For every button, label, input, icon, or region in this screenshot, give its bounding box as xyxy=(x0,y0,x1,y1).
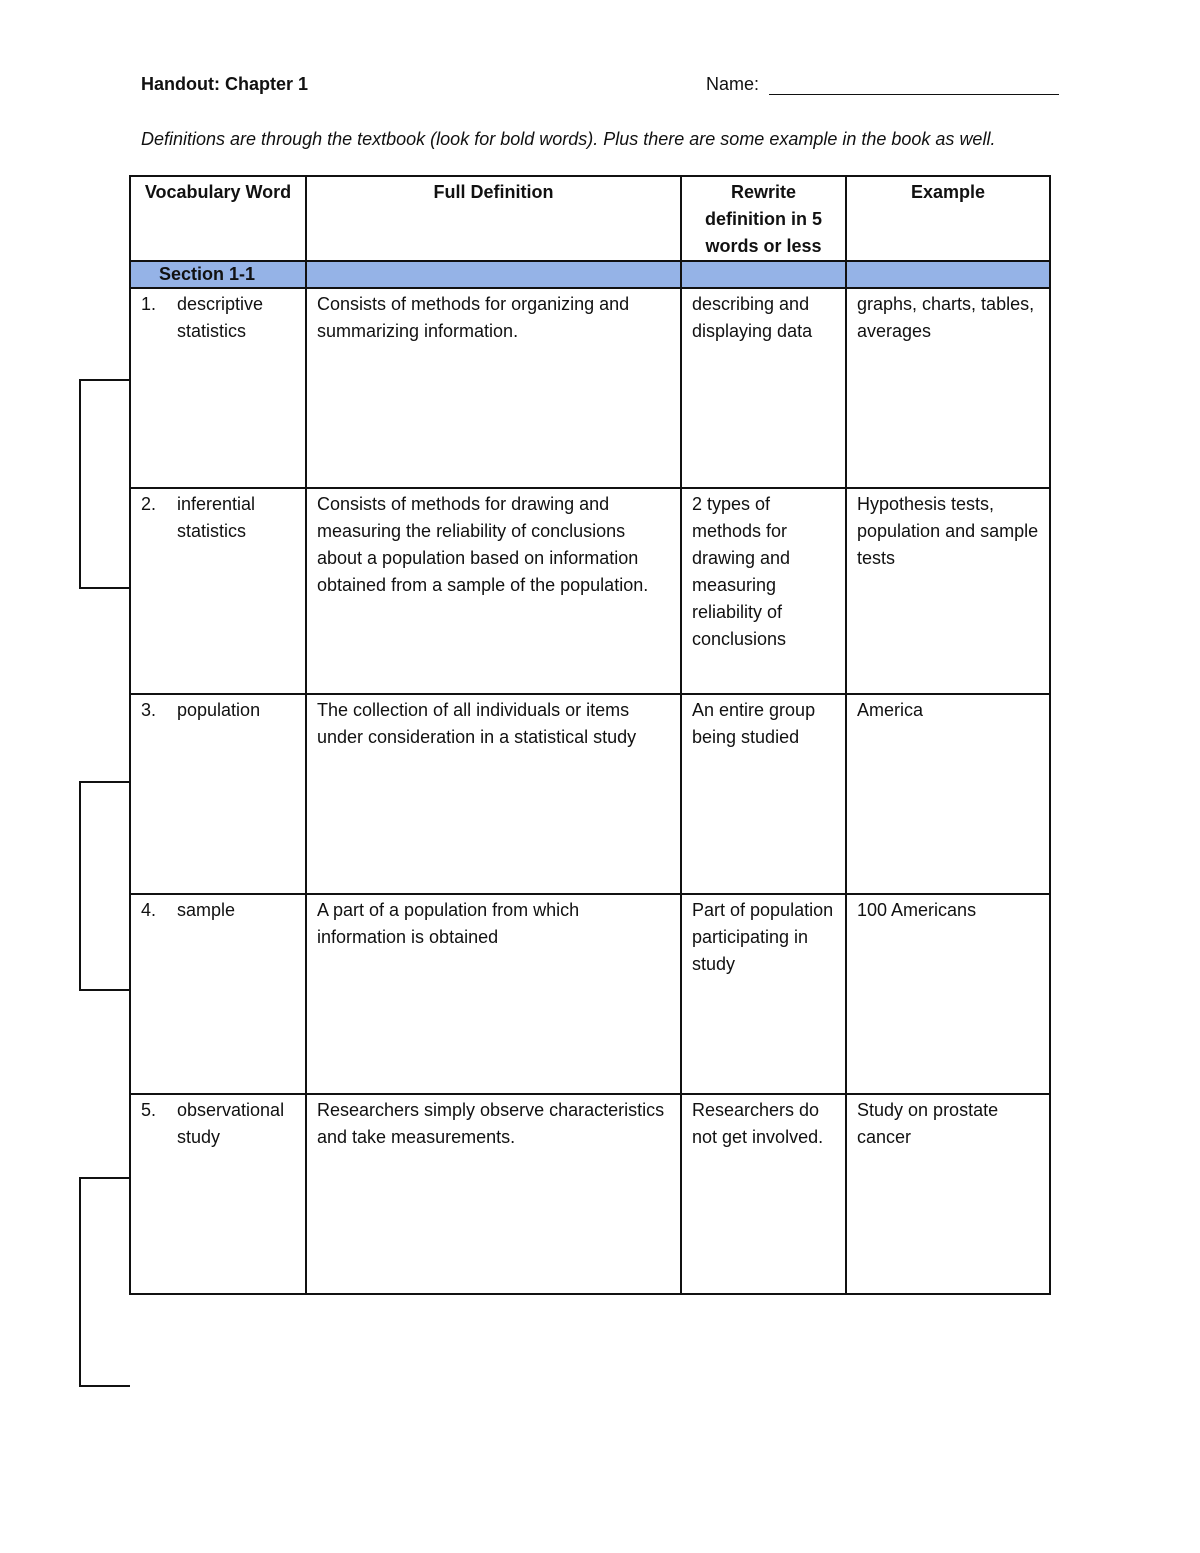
fold-bracket-3 xyxy=(79,1177,130,1387)
table-row xyxy=(130,1094,1050,1294)
vocab-word: sample xyxy=(177,900,236,920)
section-cell xyxy=(306,261,681,288)
vocabulary-table xyxy=(129,175,1051,1295)
vocab-word-cell xyxy=(130,288,306,488)
row-number: 5. xyxy=(141,1100,157,1120)
column-header-example: Example xyxy=(846,176,1050,261)
definition-cell: Consists of methods for organizing and summarizing information. xyxy=(306,288,681,488)
vocab-word: descriptive statistics xyxy=(177,294,264,341)
table-row xyxy=(130,694,1050,894)
definition-cell: Researchers simply observe characteristics and take measurements. xyxy=(306,1094,681,1294)
row-number: 2. xyxy=(141,494,157,514)
rewrite-cell: Part of population participating in study xyxy=(681,894,846,1094)
vocab-word: observational study xyxy=(177,1100,285,1147)
fold-bracket-1 xyxy=(79,379,130,589)
example-cell: Hypothesis tests, population and sample tests xyxy=(846,488,1050,694)
example-cell: Study on prostate cancer xyxy=(846,1094,1050,1294)
vocab-word-cell xyxy=(130,694,306,894)
rewrite-cell: describing and displaying data xyxy=(681,288,846,488)
row-number: 1. xyxy=(141,294,157,314)
vocab-word: inferential statistics xyxy=(177,494,256,541)
example-cell: 100 Americans xyxy=(846,894,1050,1094)
table-row xyxy=(130,488,1050,694)
row-number: 3. xyxy=(141,700,157,720)
vocab-word-cell xyxy=(130,488,306,694)
rewrite-cell: Researchers do not get involved. xyxy=(681,1094,846,1294)
section-row xyxy=(130,261,1050,288)
rewrite-cell: 2 types of methods for drawing and measuring reliability of conclusions xyxy=(681,488,846,694)
definition-cell: A part of a population from which information is obtained xyxy=(306,894,681,1094)
section-label: Section 1-1 xyxy=(130,261,306,288)
section-cell xyxy=(681,261,846,288)
column-header-vocabulary-word: Vocabulary Word xyxy=(130,176,306,261)
column-header-full-definition: Full Definition xyxy=(306,176,681,261)
table-row xyxy=(130,288,1050,488)
definition-cell: Consists of methods for drawing and measuring the reliability of conclusions about a population based on information obtained from a sample of the population. xyxy=(306,488,681,694)
definition-cell: The collection of all individuals or items under consideration in a statistical study xyxy=(306,694,681,894)
name-field-line[interactable] xyxy=(769,94,1059,95)
handout-title: Handout: Chapter 1 xyxy=(141,74,309,94)
section-cell xyxy=(846,261,1050,288)
instructions-text: Definitions are through the textbook (look for bold words). Plus there are some example in the book as well. xyxy=(141,129,996,149)
table-row xyxy=(130,894,1050,1094)
vocab-word: population xyxy=(177,700,261,720)
table-header-row xyxy=(130,176,1050,261)
vocab-word-cell xyxy=(130,894,306,1094)
example-cell: America xyxy=(846,694,1050,894)
column-header-rewrite-definition: Rewrite definition in 5 words or less xyxy=(681,176,846,261)
row-number: 4. xyxy=(141,900,157,920)
vocab-word-cell xyxy=(130,1094,306,1294)
example-cell: graphs, charts, tables, averages xyxy=(846,288,1050,488)
name-label: Name: xyxy=(706,74,760,94)
rewrite-cell: An entire group being studied xyxy=(681,694,846,894)
fold-bracket-2 xyxy=(79,781,130,991)
